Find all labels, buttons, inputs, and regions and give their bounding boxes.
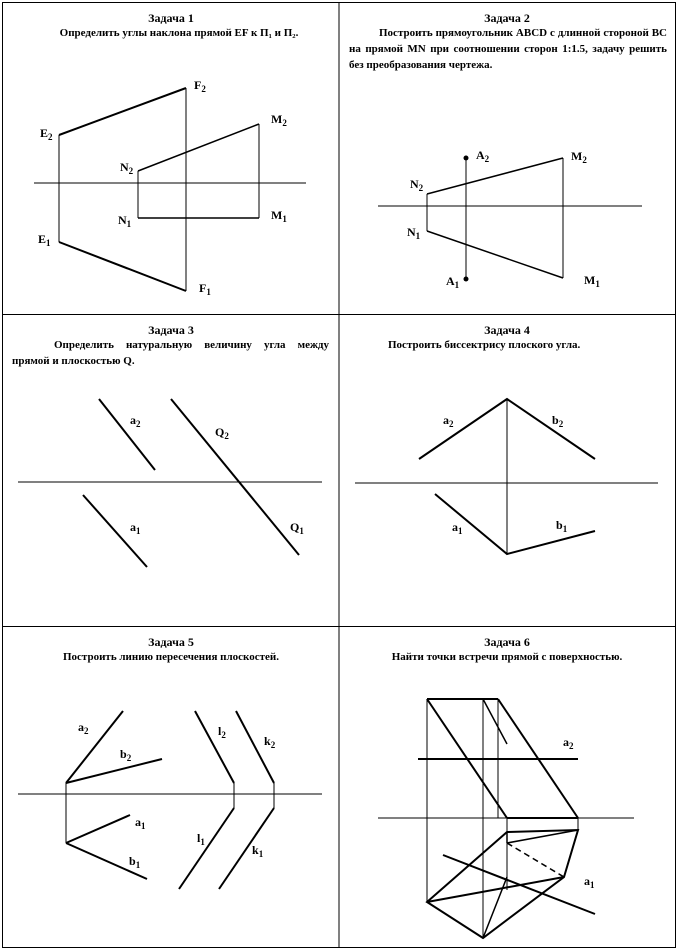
- label-a2-t3: a2: [130, 413, 141, 429]
- label-m1: M1: [271, 208, 287, 224]
- label-m2-t2: M2: [571, 149, 587, 165]
- label-a1-t5: a1: [135, 815, 146, 831]
- label-a1-t6: a1: [584, 874, 595, 890]
- task-6-title: Задача 6: [484, 635, 530, 649]
- label-a2-t4: a2: [443, 413, 454, 429]
- label-k2: k2: [264, 734, 276, 750]
- label-a2: A2: [476, 148, 490, 164]
- label-b1-t5: b1: [129, 854, 141, 870]
- task-5-text: Построить линию пересечения плоскостей.: [62, 651, 280, 663]
- task-1-text: Определить углы наклона прямой EF к П₁ и П₂.: [59, 27, 299, 39]
- label-n1: N1: [118, 213, 132, 229]
- label-m1-t2: M1: [584, 273, 600, 289]
- label-q2: Q2: [215, 425, 229, 441]
- label-e2: E2: [40, 126, 53, 142]
- label-n2-t2: N2: [410, 177, 424, 193]
- task-3-text: Определить натуральную величину угла между прямой и плоскостью Q.: [12, 339, 329, 367]
- label-f2: F2: [194, 78, 206, 94]
- label-n1-t2: N1: [407, 225, 421, 241]
- label-a1-t4: a1: [452, 520, 463, 536]
- task-3-title: Задача 3: [148, 323, 194, 337]
- label-k1: k1: [252, 843, 264, 859]
- label-n2: N2: [120, 160, 134, 176]
- task-1-title: Задача 1: [148, 11, 194, 25]
- task-2-title: Задача 2: [484, 11, 530, 25]
- label-b1-t4: b1: [556, 518, 568, 534]
- label-f1: F1: [199, 281, 211, 297]
- label-b2-t4: b2: [552, 413, 564, 429]
- task-4-text: Построить биссектрису плоского угла.: [388, 339, 581, 351]
- label-q1: Q1: [290, 520, 304, 536]
- label-l2: l2: [218, 724, 226, 740]
- label-e1: E1: [38, 232, 51, 248]
- task-2-text: Построить прямоугольник ABCD с длинной стороной BC на прямой MN при соотношении сторон 1:1.5, задачу решить без преобразования чертежа.: [349, 27, 667, 71]
- task-6-text: Найти точки встречи прямой с поверхностью.: [391, 651, 623, 663]
- label-a2-t6: a2: [563, 735, 574, 751]
- label-b2-t5: b2: [120, 747, 132, 763]
- label-m2: M2: [271, 112, 287, 128]
- task-4-title: Задача 4: [484, 323, 530, 337]
- label-a1: A1: [446, 274, 460, 290]
- label-a1-t3: a1: [130, 520, 141, 536]
- task-5-title: Задача 5: [148, 635, 194, 649]
- label-a2-t5: a2: [78, 720, 89, 736]
- label-l1: l1: [197, 831, 205, 847]
